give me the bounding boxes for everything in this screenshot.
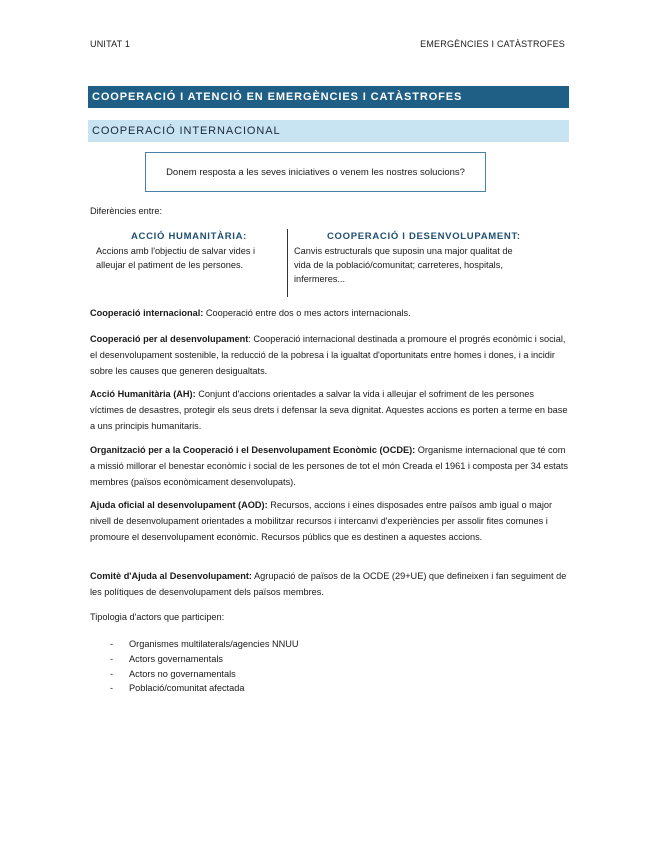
subsection-title: COOPERACIÓ INTERNACIONAL: [88, 120, 569, 142]
humanitarian-title: ACCIÓ HUMANITÀRIA:: [131, 231, 248, 242]
definition-text: Organisme internacional que té com a missió millorar el benestar econòmic i social de les persones de tot el món Creada el 1961 i composta per 34 estats membres (països econòmicament desenvolupats).: [90, 445, 568, 487]
definition-term: Ajuda oficial al desenvolupament (AOD):: [90, 500, 268, 510]
humanitarian-line: alleujar el patiment de les persones.: [96, 259, 244, 270]
section-title: COOPERACIÓ I ATENCIÓ EN EMERGÈNCIES I CATÀSTROFES: [88, 86, 569, 108]
definition-paragraph: [90, 306, 568, 322]
list-dash: -: [110, 653, 114, 664]
definition-term: Comitè d'Ajuda al Desenvolupament:: [90, 571, 252, 581]
definition-paragraph: [90, 332, 568, 379]
definition-term: Cooperació per al desenvolupament: [90, 334, 249, 344]
quote-text: Donem resposta a les seves iniciatives o venem les nostres solucions?: [166, 166, 465, 178]
humanitarian-line: Accions amb l'objectiu de salvar vides i: [96, 246, 256, 256]
humanitarian-text: [96, 245, 255, 273]
list-dash: -: [110, 683, 114, 694]
header-topic: EMERGÈNCIES I CATÀSTROFES: [420, 39, 565, 49]
definition-text: Recursos, accions i eines disposades entre països amb igual o major nivell de desenvolupament orientades a mobilitzar recursos i intercanvi d'experiències per assolir fites comunes i promoure el desenvolupament econòmic. Recursos públics que es destinen a aquestes accions.: [90, 500, 553, 542]
definition-term: Organització per a la Cooperació i el Desenvolupament Econòmic (OCDE):: [90, 445, 416, 455]
list-item: [90, 681, 299, 696]
definition-paragraph: [90, 569, 568, 601]
list-dash: -: [110, 668, 114, 679]
development-line: Canvis estructurals que suposin una major qualitat de: [294, 246, 513, 256]
list-item: [90, 652, 299, 667]
list-item: [90, 667, 299, 682]
actors-intro: Tipologia d'actors que participen:: [90, 612, 225, 622]
quote-box: [145, 152, 486, 192]
actors-list: [90, 637, 299, 696]
header-unit: UNITAT 1: [90, 39, 131, 49]
definition-paragraph: [90, 387, 568, 434]
list-item-label: Actors governamentals: [129, 653, 223, 664]
definition-term: Acció Humanitària (AH):: [90, 389, 196, 399]
differences-intro: Diferències entre:: [90, 206, 163, 216]
list-item-label: Població/comunitat afectada: [129, 683, 245, 694]
definition-text: : Cooperació internacional destinada a promoure el progrés econòmic i social, el desenvolupament sostenible, la reducció de la pobresa i la igualtat d'oportunitats entre homes i dones, i a incidir sobre les causes que generen desigualtats.: [90, 334, 566, 376]
development-line: infermeres...: [294, 273, 346, 284]
definition-text: Conjunt d'accions orientades a salvar la vida i alleujar el sofriment de les persones víctimes de desastres, protegir els seus drets i defensar la seva dignitat. Aquestes accions es porten a terme en base a uns principis humanitaris.: [90, 389, 568, 431]
list-item-label: Actors no governamentals: [129, 668, 236, 679]
definition-term: Cooperació internacional:: [90, 308, 204, 318]
list-dash: -: [110, 639, 114, 649]
development-title: COOPERACIÓ I DESENVOLUPAMENT:: [327, 231, 521, 242]
list-item-label: Organismes multilaterals/agencies NNUU: [129, 639, 299, 649]
list-item: [90, 637, 299, 652]
development-line: vida de la població/comunitat; carreteres, hospitals,: [294, 259, 503, 270]
definition-text: Agrupació de països de la OCDE (29+UE) que defineixen i fan seguiment de les polítiques de desenvolupament dels països membres.: [90, 571, 567, 597]
definition-paragraph: [90, 498, 568, 545]
development-text: [294, 245, 513, 286]
definition-text: Cooperació entre dos o mes actors internacionals.: [203, 308, 411, 318]
column-divider: [287, 229, 288, 297]
definition-paragraph: [90, 443, 568, 490]
